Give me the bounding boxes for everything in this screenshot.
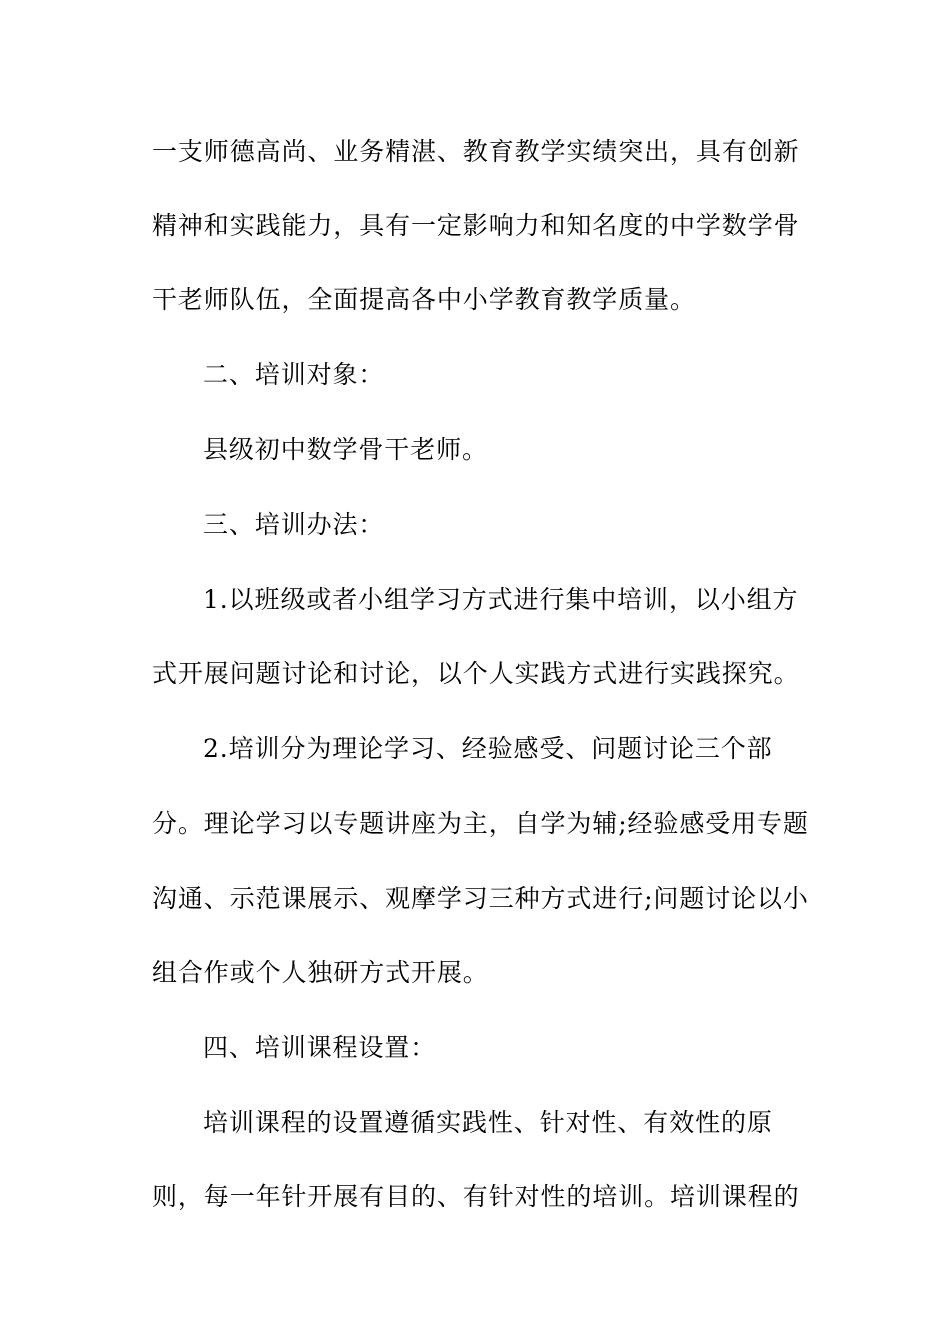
body-text-line: 分。理论学习以专题讲座为主，自学为辅;经验感受用专题 (152, 809, 809, 838)
section-heading: 二、培训对象： (203, 360, 385, 389)
body-text-line: 沟通、示范课展示、观摩学习三种方式进行;问题讨论以小 (152, 884, 809, 913)
body-text-line: 精神和实践能力，具有一定影响力和知名度的中学数学骨 (152, 211, 800, 240)
body-text-line: 1.以班级或者小组学习方式进行集中培训，以小组方 (203, 585, 799, 614)
section-heading: 三、培训办法： (203, 510, 385, 539)
body-text-line: 培训课程的设置遵循实践性、针对性、有效性的原 (203, 1108, 773, 1137)
body-text-line: 一支师德高尚、业务精湛、教育教学实绩突出，具有创新 (152, 137, 800, 166)
body-text-line: 组合作或个人独研方式开展。 (152, 958, 489, 987)
section-heading: 四、培训课程设置： (203, 1033, 437, 1062)
body-text-line: 县级初中数学骨干老师。 (203, 435, 488, 464)
body-text-line: 则，每一年针开展有目的、有针对性的培训。培训课程的 (152, 1182, 800, 1211)
body-text-line: 式开展问题讨论和讨论，以个人实践方式进行实践探究。 (152, 659, 800, 688)
body-text-line: 干老师队伍，全面提高各中小学教育教学质量。 (152, 285, 696, 314)
body-text-line: 2.培训分为理论学习、经验感受、问题讨论三个部 (203, 734, 773, 763)
